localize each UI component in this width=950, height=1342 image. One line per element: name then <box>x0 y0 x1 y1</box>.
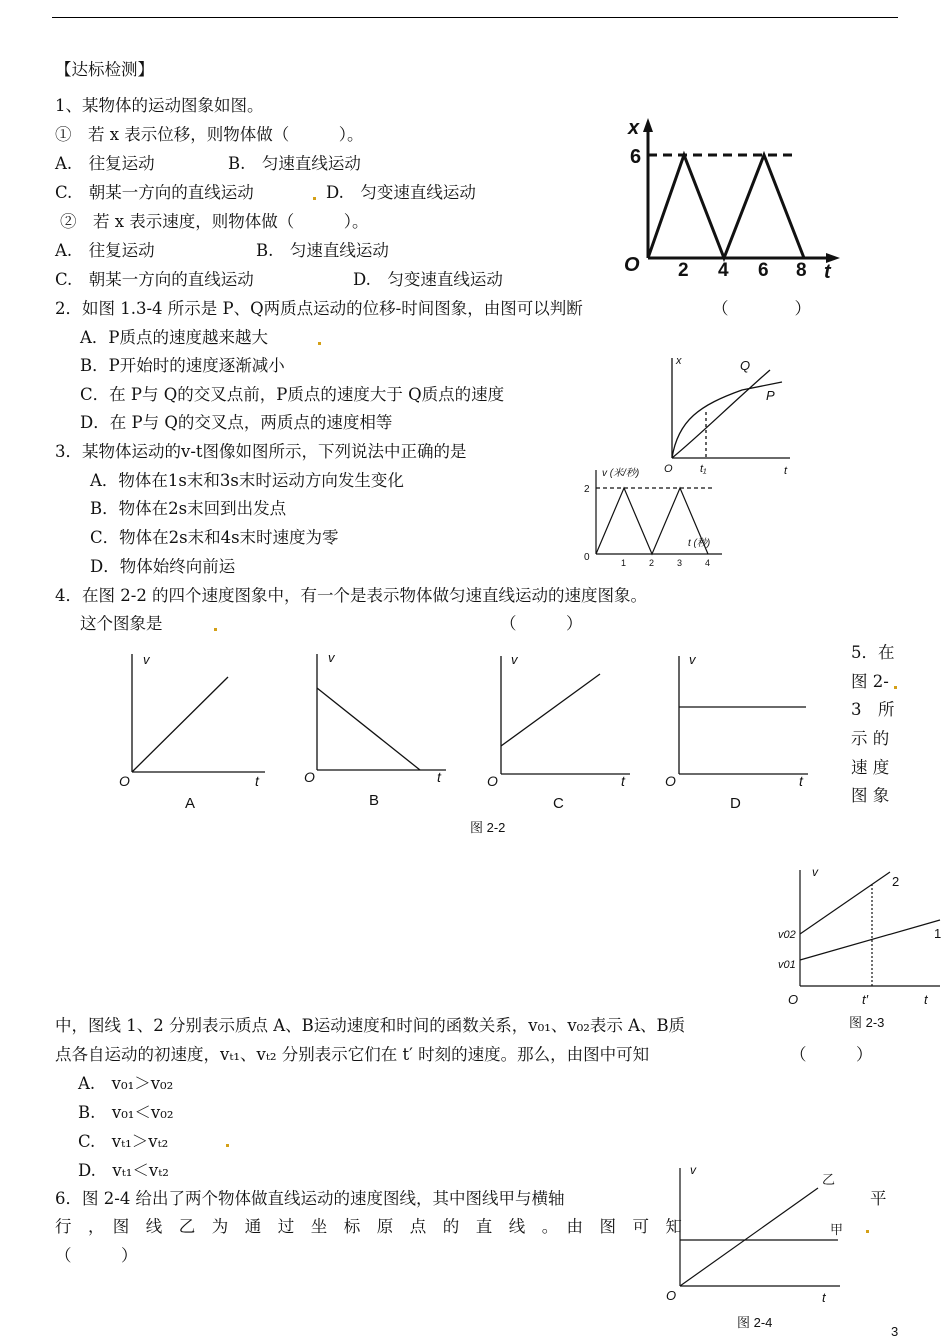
curve-q <box>672 370 770 458</box>
t1-label: t₁ <box>700 463 707 475</box>
q4-graph-a <box>115 648 275 823</box>
x-axis-label: t <box>784 465 788 477</box>
q4-stem: 4．在图 2-2 的四个速度图象中，有一个是表示物体做匀速直线运动的速度图象。 <box>55 586 648 605</box>
q1-p2-option-a: A. 往复运动 <box>55 241 155 260</box>
tick-label: 2 <box>678 260 689 281</box>
origin-label: O <box>664 463 673 475</box>
y-arrow-icon <box>643 118 653 132</box>
q1-p1-option-b: B. 匀速直线运动 <box>228 154 361 173</box>
q1-p2-option-b: B. 匀速直线运动 <box>256 241 389 260</box>
v-axis-label: v <box>511 652 518 667</box>
format-marker <box>894 686 897 689</box>
q5-option-c: C. vₜ₁＞vₜ₂ <box>78 1132 169 1151</box>
y-axis-label: x <box>628 117 640 139</box>
origin-label: O <box>788 992 799 1007</box>
q3-option-b: B．物体在2s末回到出发点 <box>90 499 287 518</box>
section-title: 【达标检测】 <box>55 60 154 79</box>
q4-stem-line2: 这个图象是 <box>80 614 163 633</box>
q6-text-line2: 行 ， 图 线 乙 为 通 过 坐 标 原 点 的 直 线 。 由 图 可 知 <box>55 1217 682 1236</box>
tick-label: 4 <box>705 558 711 568</box>
v02-label: v02 <box>778 929 796 941</box>
tick-label: 1 <box>621 558 627 568</box>
graph-letter: B <box>369 792 380 809</box>
y-axis-label: x <box>676 355 682 367</box>
t-axis-label: t <box>255 773 259 789</box>
q5-graph <box>776 864 948 1014</box>
vmax-label: 2 <box>584 484 590 495</box>
q4-answer-paren: （ ） <box>500 614 583 633</box>
q1-part2: ② 若 x 表示速度，则物体做（ ）。 <box>60 212 369 231</box>
q3-option-a: A．物体在1s末和3s末时运动方向发生变化 <box>90 471 404 490</box>
t-axis-label: t <box>621 773 625 789</box>
q5-side-text: 图 象 <box>851 786 890 805</box>
q6-graph <box>662 1160 862 1305</box>
q5-side-text: 速 度 <box>851 758 890 777</box>
format-marker <box>866 1230 869 1233</box>
q5-side-text: 3 所 <box>851 700 895 719</box>
tprime-label: t′ <box>862 992 869 1007</box>
q1-p2-option-d: D. 匀变速直线运动 <box>353 270 503 289</box>
q2-option-a: A．P质点的速度越来越大 <box>80 328 269 347</box>
t-axis-label: t <box>437 769 441 785</box>
v-axis-label: v <box>328 650 335 665</box>
q5-option-a: A. v₀₁＞v₀₂ <box>78 1074 174 1093</box>
origin-label: 0 <box>584 552 590 563</box>
q4-graph-c <box>484 648 644 823</box>
page-number: 3 <box>891 1324 899 1339</box>
origin-label: O <box>624 254 640 276</box>
figure-2-2-caption: 图 2-2 <box>470 820 506 835</box>
q5-answer-paren: （ ） <box>790 1045 873 1064</box>
v-axis-label: v <box>143 652 150 667</box>
q2-answer-paren: （ ） <box>712 299 811 318</box>
q3-option-d: D．物体始终向前运 <box>90 557 236 576</box>
q1-p1-option-c: C. 朝某一方向的直线运动 <box>55 183 254 202</box>
curve-p-label: P <box>766 388 775 403</box>
figure-2-4-caption: 图 2-4 <box>737 1315 773 1330</box>
format-marker <box>313 197 316 200</box>
origin-label: O <box>119 773 130 789</box>
format-marker <box>318 342 321 345</box>
q5-option-b: B. v₀₁＜v₀₂ <box>78 1103 174 1122</box>
q4-graph-b <box>300 648 460 823</box>
q6-text-line1: 6．图 2-4 给出了两个物体做直线运动的速度图线，其中图线甲与横轴 <box>55 1189 565 1208</box>
q2-graph <box>660 350 800 480</box>
origin-label: O <box>487 773 498 789</box>
velocity-line <box>317 688 420 770</box>
q1-p1-option-a: A. 往复运动 <box>55 154 155 173</box>
q5-text-line2: 点各自运动的初速度，vₜ₁、vₜ₂ 分别表示它们在 t′ 时刻的速度。那么，由图中可知 <box>55 1045 650 1064</box>
q2-option-d: D．在 P与 Q的交叉点，两质点的速度相等 <box>80 413 393 432</box>
line-1 <box>800 920 940 960</box>
x-axis-label: t (秒) <box>688 538 711 549</box>
x-axis-label: t <box>822 1290 826 1305</box>
line-yi <box>680 1188 818 1286</box>
tick-label: 8 <box>796 260 807 281</box>
q3-option-c: C．物体在2s末和4s末时速度为零 <box>90 528 339 547</box>
tick-label: 4 <box>718 260 729 281</box>
y-axis-label: v (米/秒) <box>602 468 640 479</box>
q3-stem: 3．某物体运动的v-t图像如图所示，下列说法中正确的是 <box>55 442 467 461</box>
velocity-line <box>132 677 228 772</box>
graph-letter: A <box>185 795 196 812</box>
q1-stem: 1、某物体的运动图象如图。 <box>55 96 264 115</box>
origin-label: O <box>665 773 676 789</box>
tick-label: 2 <box>649 558 655 568</box>
t-axis-label: t <box>799 773 803 789</box>
x-axis-label: t <box>824 261 831 283</box>
q5-side-text: 示 的 <box>851 729 890 748</box>
format-marker <box>226 1144 229 1147</box>
q2-stem: 2．如图 1.3-4 所示是 P、Q两质点运动的位移-时间图象，由图可以判断 <box>55 299 583 318</box>
q6-text-tail: 平 <box>870 1189 887 1208</box>
x-axis-label: t <box>924 992 928 1007</box>
y-axis-label: v <box>690 1163 696 1177</box>
q1-part1: ① 若 x 表示位移，则物体做（ ）。 <box>55 125 364 144</box>
peak-label: 6 <box>630 146 642 168</box>
tick-label: 6 <box>758 260 769 281</box>
q5-side-text: 图 2- <box>851 672 889 691</box>
q1-graph <box>612 118 842 293</box>
velocity-line <box>501 674 600 746</box>
origin-label: O <box>666 1288 677 1303</box>
line-2 <box>800 872 890 934</box>
y-axis-label: v <box>812 865 818 879</box>
curve-q-label: Q <box>740 358 751 373</box>
line-yi-label: 乙 <box>822 1172 836 1187</box>
v-axis-label: v <box>689 652 696 667</box>
q5-text-line1: 中，图线 1、2 分别表示质点 A、B运动速度和时间的函数关系，v₀₁、v₀₂表示 A、B质 <box>55 1016 686 1035</box>
q1-p2-option-c: C. 朝某一方向的直线运动 <box>55 270 254 289</box>
v01-label: v01 <box>778 959 796 971</box>
header-rule <box>52 17 898 18</box>
q1-p1-option-d: D. 匀变速直线运动 <box>326 183 476 202</box>
line-1-label: 1 <box>934 926 942 941</box>
line-jia-label: 甲 <box>830 1222 844 1237</box>
q2-option-c: C．在 P与 Q的交叉点前，P质点的速度大于 Q质点的速度 <box>80 385 505 404</box>
format-marker <box>214 628 217 631</box>
tick-label: 3 <box>677 558 683 568</box>
q4-graph-d <box>662 648 822 823</box>
q6-answer-paren: （ ） <box>55 1246 138 1265</box>
q2-option-b: B．P开始时的速度逐渐减小 <box>80 356 285 375</box>
graph-letter: C <box>553 795 564 812</box>
q5-side-text: 5．在 <box>851 643 895 662</box>
graph-letter: D <box>730 795 741 812</box>
figure-2-3-caption: 图 2-3 <box>849 1015 885 1030</box>
line-2-label: 2 <box>892 874 900 889</box>
q5-option-d: D. vₜ₁＜vₜ₂ <box>78 1161 169 1180</box>
zigzag-line <box>648 155 804 258</box>
origin-label: O <box>304 769 315 785</box>
q3-graph <box>580 462 730 572</box>
